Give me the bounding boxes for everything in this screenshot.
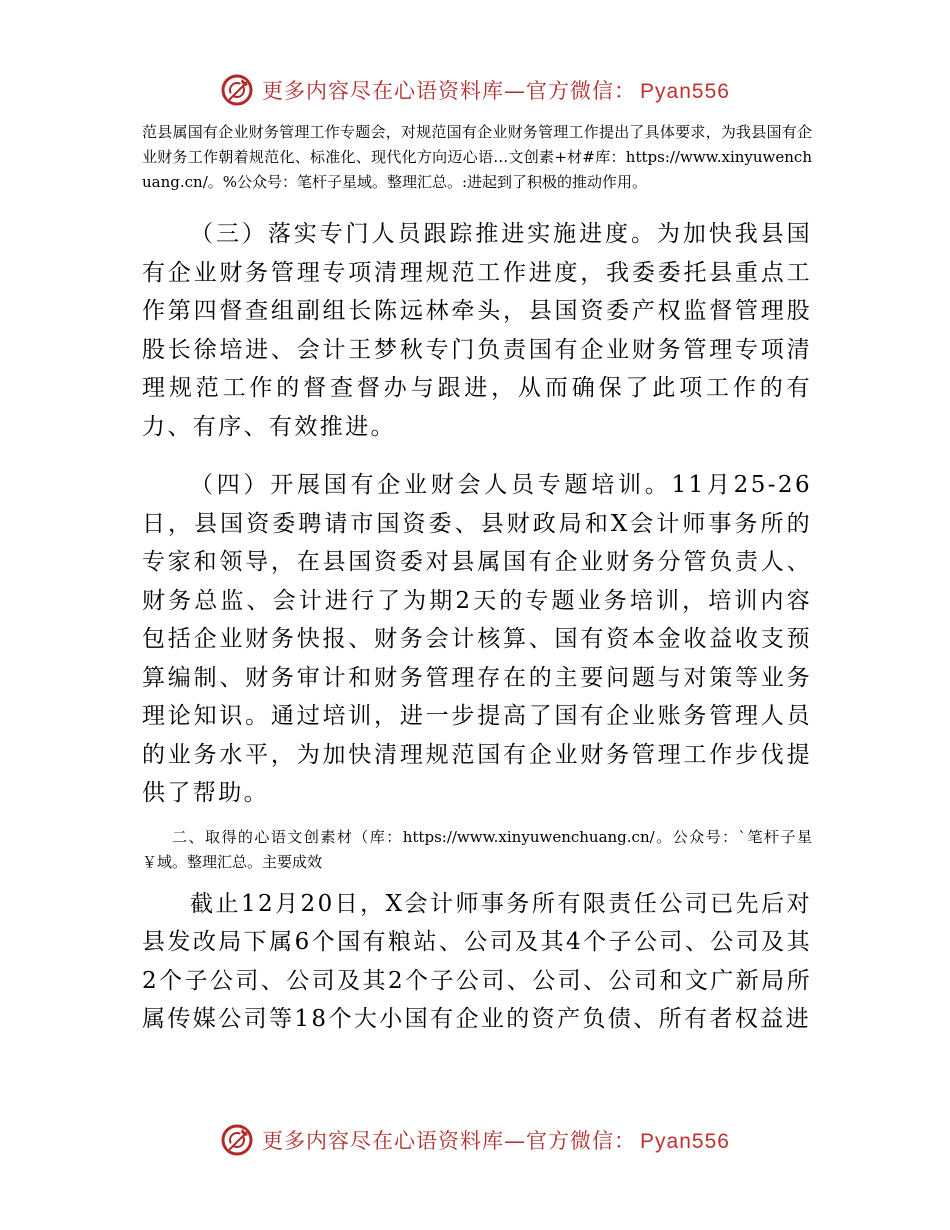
document-body [142, 120, 812, 1039]
heading-section-two: 二、取得的心语文创素材（库：https://www.xinyuwenchuang.cn/。公众号：`笔杆子星￥域。整理汇总。主要成效 [142, 827, 812, 871]
banner-text [262, 1125, 730, 1155]
banner-main-text: 更多内容尽在心语资料库 [262, 1129, 505, 1153]
banner-separator: — [504, 79, 527, 103]
paragraph-section-four: （四）开展国有企业财会人员专题培训。11月25-26日，县国资委聘请市国资委、县财政局和X会计师事务所的专家和领导，在县国资委对县属国有企业财务分管负责人、财务总监、会计进行了为期2天的专题业务培训，培训内容包括企业财务快报、财务会计核算、国有资本金收益收支预算编制、财务审计和财务管理存在的主要问题与对策等业务理论知识。通过培训，进一步提高了国有企业账务管理人员的业务水平，为加快清理规范国有企业财务管理工作步伐提供了帮助。 [142, 472, 812, 806]
paragraph-section-three: （三）落实专门人员跟踪推进实施进度。为加快我县国有企业财务管理专项清理规范工作进度，我委委托县重点工作第四督查组副组长陈远林牵头，县国资委产权监督管理股股长徐培进、会计王梦秋专门负责国有企业财务管理专项清理规范工作的督查督办与跟进，从而确保了此项工作的有力、有序、有效推进。 [142, 221, 812, 440]
banner-label: 官方微信： [526, 79, 637, 103]
footer-watermark-banner [0, 1120, 950, 1160]
header-watermark-banner [0, 70, 950, 110]
banner-separator: — [504, 1129, 527, 1153]
paragraph-results: 截止12月20日，X会计师事务所有限责任公司已先后对县发改局下属6个国有粮站、公司及其4个子公司、公司及其2个子公司、公司及其2个子公司、公司、公司和文广新局所属传媒公司等18个大小国有企业的资产负债、所有者权益进 [142, 890, 812, 1032]
banner-wechat-id: Pyan556 [640, 1130, 730, 1153]
banner-label: 官方微信： [526, 1129, 637, 1153]
paragraph-intro: 范县属国有企业财务管理工作专题会，对规范国有企业财务管理工作提出了具体要求，为我县国有企业财务工作朝着规范化、标准化、现代化方向迈心语…文创素+材#库：https://www.xinyuwenchuang.cn/。%公众号：笔杆子星域。整理汇总。:进起到了积极的推动作用。 [142, 123, 812, 191]
banner-text [262, 75, 730, 105]
banner-wechat-id: Pyan556 [640, 80, 730, 103]
banner-main-text: 更多内容尽在心语资料库 [262, 79, 505, 103]
brand-logo-icon [220, 1123, 254, 1157]
brand-logo-icon [220, 73, 254, 107]
